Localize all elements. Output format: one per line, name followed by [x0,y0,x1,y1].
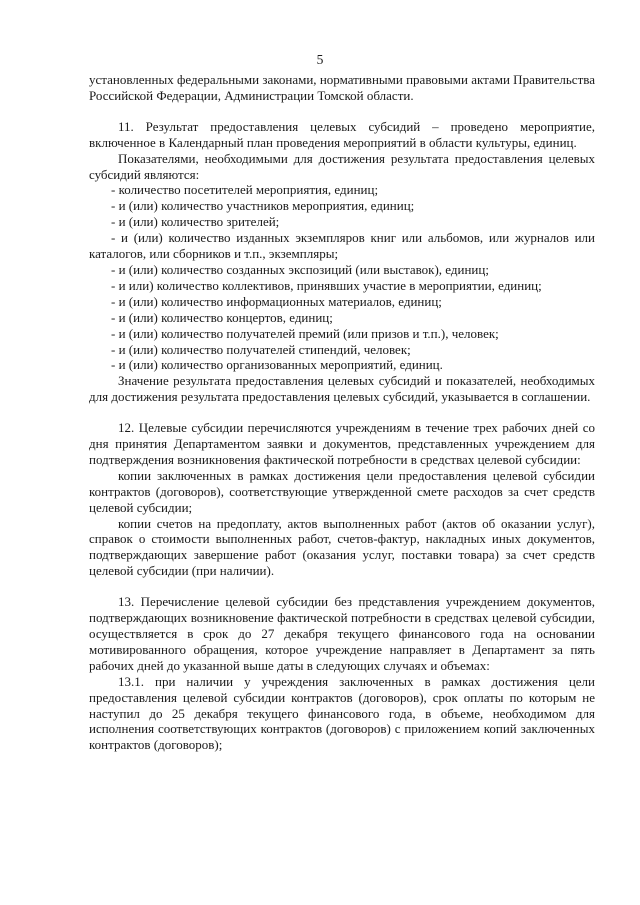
document-body [89,72,595,753]
list-item: - и (или) количество получателей стипендий, человек; [111,341,411,357]
list-item: - и (или) количество изданных экземпляров книг или альбомов, или журналов или каталогов, или сборников и т.п., экземпляры; [89,230,595,262]
list-item: - количество посетителей мероприятия, единиц; [111,182,379,198]
paragraph-indicators-intro: Показателями, необходимыми для достижения результата предоставления целевых субсидий являются: [89,150,595,182]
list-item: - и (или) количество организованных мероприятий, единиц. [111,357,443,373]
paragraph-contract-copies: копии заключенных в рамках достижения цели предоставления целевой субсидии контрактов (договоров), соответствующие утвержденной смете расходов за счет средств целевой субсидии; [89,467,595,515]
paragraph-13-1: 13.1. при наличии у учреждения заключенных в рамках достижения цели предоставления целевой субсидии контрактов (договоров), срок оплаты по которым не наступил до 25 декабря текущего финансового года, в объеме, необходимом для исполнения соответствующих контрактов (договоров) с приложением копий заключенных контрактов (договоров); [89,673,595,753]
list-item: - и (или) количество информационных материалов, единиц; [111,293,442,309]
paragraph-continuation: установленных федеральными законами, нормативными правовыми актами Правительства Российской Федерации, Администрации Томской области. [89,72,595,103]
paragraph-13: 13. Перечисление целевой субсидии без представления учреждением документов, подтверждающих возникновение фактической потребности в средствах целевой субсидии, осуществляется в срок до 27 декабря текущего финансового года на основании мотивированного обращения, которое учреждение направляет в Департамент за пять рабочих дней до указанной выше даты в следующих случаях и объемах: [89,594,595,673]
page-number: 5 [316,52,324,67]
list-item: - и или) количество коллективов, принявших участие в мероприятии, единиц; [111,277,542,293]
paragraph-result-value: Значение результата предоставления целевых субсидий и показателей, необходимых для достижения результата предоставления целевых субсидий, указывается в соглашении. [89,373,595,405]
list-item: - и (или) количество зрителей; [111,214,280,230]
paragraph-12: 12. Целевые субсидии перечисляются учреждениям в течение трех рабочих дней со дня принятия Департаментом заявки и документов, представленных учреждением для подтверждения возникновения фактической потребности в средствах целевой субсидии: [89,420,595,467]
list-item: - и (или) количество концертов, единиц; [111,309,333,325]
list-item: - и (или) количество созданных экспозиций (или выставок), единиц; [111,261,489,277]
list-item: - и (или) количество получателей премий (или призов и т.п.), человек; [111,325,499,341]
paragraph-invoice-copies: копии счетов на предоплату, актов выполненных работ (актов об оказании услуг), справок о стоимости выполненных работ, счетов-фактур, накладных иных документов, подтверждающих завершение работ (оказания услуг, поставки товара) за счет средств целевой субсидии (при наличии). [89,515,595,579]
paragraph-11: 11. Результат предоставления целевых субсидий – проведено мероприятие, включенное в Календарный план проведения мероприятий в области культуры, единиц. [89,118,595,150]
list-item: - и (или) количество участников мероприятия, единиц; [111,198,415,214]
